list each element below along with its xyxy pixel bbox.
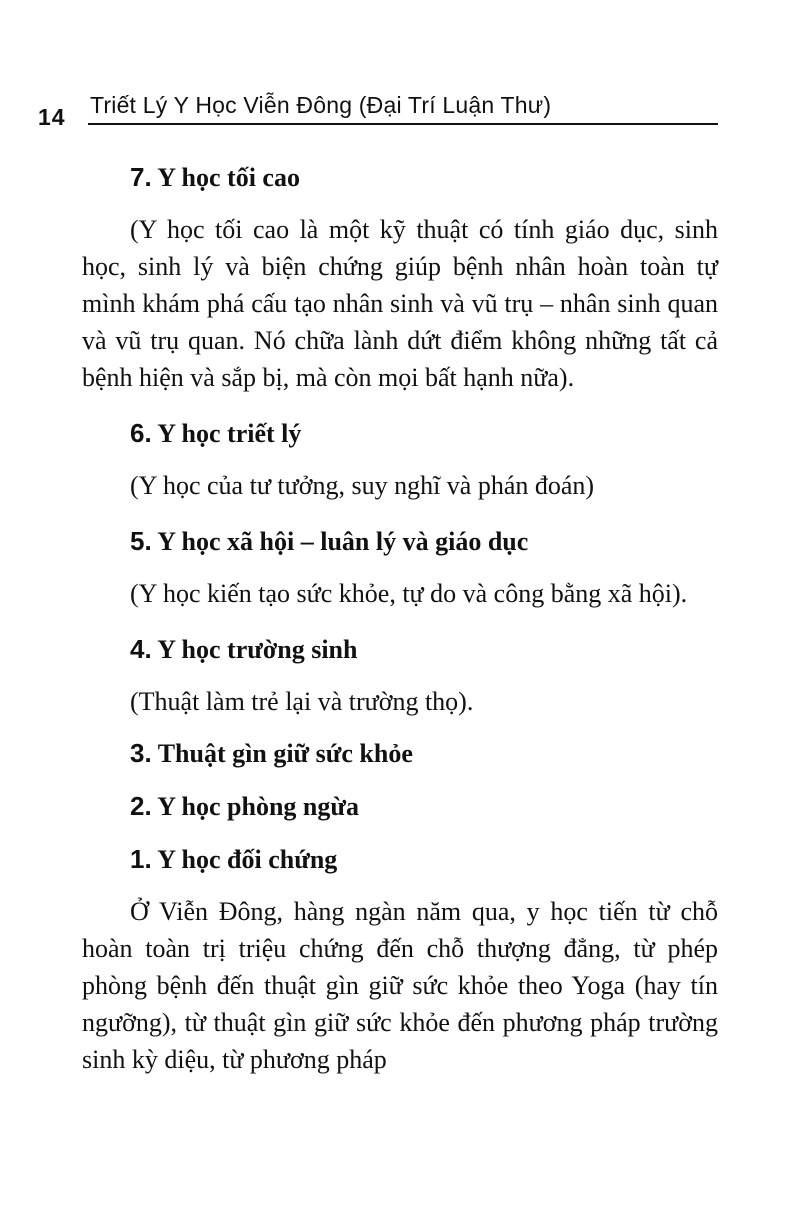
section-title: Y học trường sinh: [157, 635, 358, 664]
section-number: 4.: [130, 634, 152, 664]
section-number: 6.: [130, 418, 152, 448]
section-title: Y học phòng ngừa: [157, 792, 359, 821]
section-title: Thuật gìn giữ sức khỏe: [157, 739, 413, 768]
page-header: [38, 82, 718, 130]
section-number: 7.: [130, 162, 152, 192]
page-number: 14: [38, 104, 66, 130]
section-text-4: (Thuật làm trẻ lại và trường thọ).: [130, 687, 474, 716]
section-number: 1.: [130, 844, 152, 874]
section-title: Y học đối chứng: [157, 845, 338, 874]
closing-paragraph: Ở Viễn Đông, hàng ngàn năm qua, y học tiến từ chỗ hoàn toàn trị triệu chứng đến chỗ thượng đẳng, từ phép phòng bệnh đến thuật gìn giữ sức khỏe theo Yoga (hay tín ngưỡng), từ thuật gìn giữ sức khỏe đến phương pháp trường sinh kỳ diệu, từ phương pháp: [82, 897, 718, 1074]
section-number: 3.: [130, 738, 152, 768]
section-text-7: (Y học tối cao là một kỹ thuật có tính giáo dục, sinh học, sinh lý và biện chứng giúp bệnh nhân hoàn toàn tự mình khám phá cấu tạo nhân sinh và vũ trụ – nhân sinh quan và vũ trụ quan. Nó chữa lành dứt điểm không những tất cả bệnh hiện và sắp bị, mà còn mọi bất hạnh nữa).: [82, 215, 718, 392]
section-title: Y học tối cao: [157, 163, 300, 192]
section-heading-1: [82, 840, 718, 879]
section-heading-4: [82, 630, 718, 669]
section-text-5: (Y học kiến tạo sức khỏe, tự do và công bằng xã hội).: [130, 579, 688, 608]
section-heading-5: [82, 522, 718, 561]
section-number: 5.: [130, 526, 152, 556]
section-heading-3: [82, 734, 718, 773]
section-heading-2: [82, 787, 718, 826]
header-rule: [88, 123, 718, 125]
page-body: [82, 158, 718, 1096]
section-heading-6: [82, 414, 718, 453]
section-title: Y học xã hội – luân lý và giáo dục: [157, 527, 529, 556]
running-title: Triết Lý Y Học Viễn Đông (Đại Trí Luận Thư): [90, 92, 552, 118]
section-text-6: (Y học của tư tưởng, suy nghĩ và phán đoán): [130, 471, 595, 500]
section-heading-7: [82, 158, 718, 197]
section-number: 2.: [130, 791, 152, 821]
section-title: Y học triết lý: [157, 419, 302, 448]
